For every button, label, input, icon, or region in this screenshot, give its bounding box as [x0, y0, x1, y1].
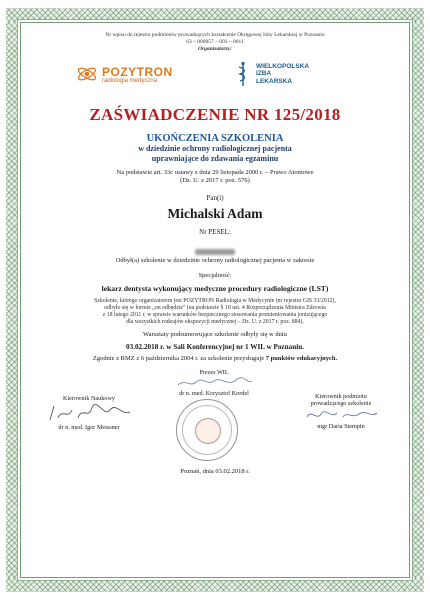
issue-date: Poznań, dnia 03.02.2018 r. — [180, 468, 250, 475]
pesel-label: Nr PESEL: — [199, 228, 231, 236]
wil-logo — [236, 61, 309, 87]
certificate-content — [24, 26, 406, 574]
provider-head-name: mgr Daria Stempin — [317, 423, 365, 431]
register-number: 63 – 000057 – 003 – 0011 — [186, 39, 244, 45]
prezes-signature — [164, 369, 264, 397]
pozytron-name: POZYTRON — [102, 64, 173, 79]
organizer-note-4: dla wszystkich rodzajów ekspozycji medycznej – Dz. U. z 2017 r. poz. 884). — [126, 319, 304, 325]
provider-head-label-1: Kierownik podmiotu — [315, 393, 367, 400]
workshop-summary: Warsztaty podsumowujące szkolenie odbyły się w dniu — [143, 331, 287, 338]
prezes-name: dr n. med. Krzysztof Kordel — [179, 390, 249, 398]
pozytron-logo — [76, 63, 173, 85]
organizer-note-2: odbyło się w formie „on odbędzie" (na podstawie § 10 ust. 4 Rozporządzenia Ministra Zdrowia — [104, 305, 326, 311]
education-points: Zgodnie z RMZ z 6 października 2004 r. za szkolenie przysługuje 7 punktów edukacyjnych. — [92, 355, 338, 362]
organizer-note-1: Szkolenie, którego organizatorem jest POZYTRON Radiologia w Medycynie (nr rejestru GIS 33/2012), — [94, 298, 336, 304]
logos-row — [24, 55, 406, 95]
scientific-head-name: dr n. med. Igor Meissner — [58, 424, 120, 432]
pozytron-atom-icon — [76, 63, 98, 85]
pesel-value — [24, 243, 406, 251]
organizer-note-3: z 18 lutego 2011 r. w sprawie warunków bezpiecznego stosowania promieniowania jonizującego — [102, 312, 328, 318]
training-subheading-2: uprawniające do zdawania egzaminu — [151, 153, 279, 163]
specialty-label: Specjalność: — [198, 272, 232, 279]
official-stamp — [176, 399, 238, 461]
register-line: Nr wpisu do rejestru podmiotów prowadzących kształcenie Okręgowej Izby Lekarskiej w Poznaniu — [105, 32, 325, 38]
completed-line: Odbył(a) szkolenie w dziedzinie ochrony radiologicznej pacjenta w zakresie — [115, 257, 315, 264]
scientific-head-signature — [34, 395, 144, 431]
prezes-signature-mark — [174, 376, 254, 390]
recipient-name: Michalski Adam — [167, 206, 263, 221]
training-heading: UKOŃCZENIA SZKOLENIA — [146, 133, 284, 144]
caduceus-icon — [236, 61, 250, 87]
prezes-label: Prezes WIL — [199, 369, 229, 376]
legal-reference: (Dz. U. z 2017 r. poz. 576) — [180, 177, 250, 184]
pozytron-sub: radiologia medyczna — [102, 77, 158, 84]
wil-line2: IZBA — [256, 70, 272, 78]
salutation: Pan(i) — [206, 194, 224, 202]
legal-basis: Na podstawie art. 33c ustawy z dnia 29 listopada 2000 r. – Prawo Atomowe — [116, 169, 314, 176]
provider-head-signature — [286, 393, 396, 430]
provider-head-signature-mark — [301, 407, 381, 423]
provider-head-label-2: prowadzącego szkolenie — [310, 400, 372, 408]
pesel-redacted — [195, 249, 235, 255]
training-subheading-1: w dziedzinie ochrony radiologicznej pacjenta — [138, 144, 292, 153]
organizers-label: Organizatorzy: — [198, 46, 232, 52]
scientific-head-label: Kierownik Naukowy — [62, 395, 116, 402]
specialty-value: lekarz dentysta wykonujący medyczne procedury radiologiczne (LST) — [101, 284, 329, 293]
workshop-date-place: 03.02.2018 r. w Sali Konferencyjnej nr 1 WIL w Poznaniu. — [125, 343, 305, 351]
wil-line1: WIELKOPOLSKA — [256, 62, 310, 70]
scientific-head-signature-mark — [44, 402, 134, 424]
wil-line3: LEKARSKA — [256, 77, 293, 85]
certificate-title: ZAŚWIADCZENIE NR 125/2018 — [89, 105, 341, 124]
signatures-area — [24, 369, 406, 464]
